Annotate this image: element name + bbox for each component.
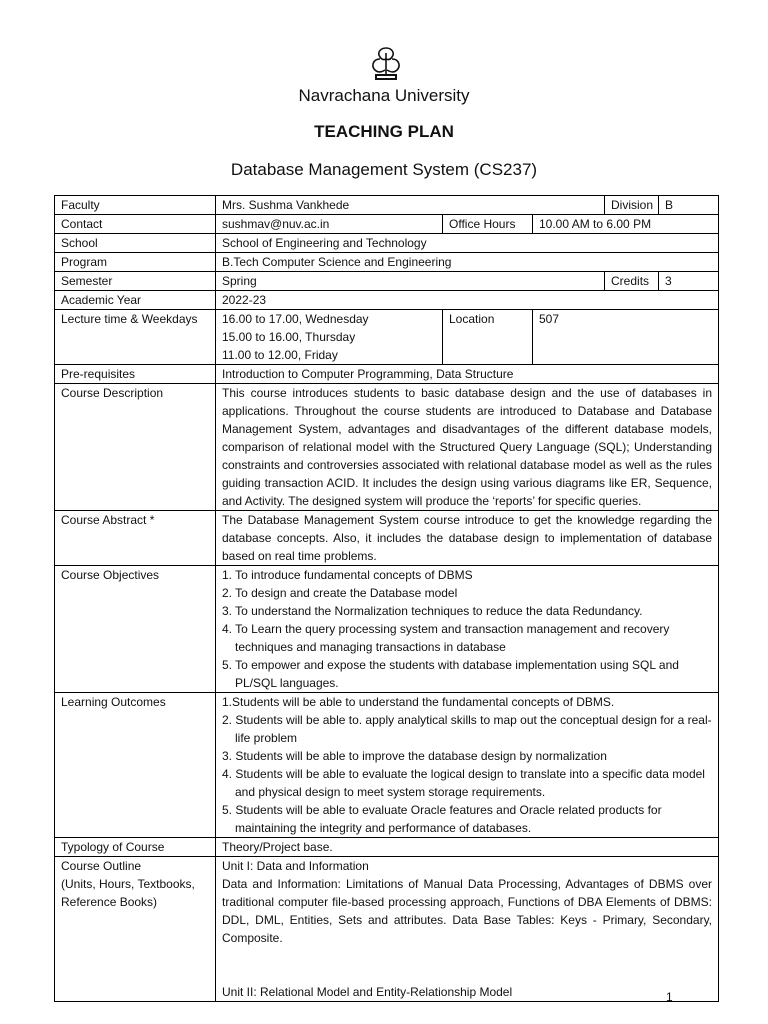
outcomes-label: Learning Outcomes: [55, 693, 216, 838]
row-program: [55, 253, 719, 272]
division-value: B: [659, 196, 719, 215]
description-value: This course introduces students to basic database design and the use of databases in applications. Throughout the course students are introduced to Database and Database Management System, advantages and disadvantages of the different database models, comparison of relational model with the Structured Query Language (SQL); Understanding constraints and controversies associated with relational database model as well as the rules guiding transaction ACID. It includes the design using various diagrams like ER, Sequence, and Activity. The designed system will produce the ‘reports’ for specific queries.: [216, 384, 719, 511]
typology-value: Theory/Project base.: [216, 838, 719, 857]
credits-value: 3: [659, 272, 719, 291]
teaching-plan-table: [54, 195, 719, 1002]
division-label: Division: [605, 196, 659, 215]
academic-year-value: 2022-23: [216, 291, 719, 310]
semester-label: Semester: [55, 272, 216, 291]
document-title: TEACHING PLAN: [314, 122, 454, 141]
location-label: Location: [443, 310, 533, 365]
abstract-label: Course Abstract *: [55, 511, 216, 566]
outline-label-line: Reference Books): [61, 895, 158, 909]
typology-label: Typology of Course: [55, 838, 216, 857]
row-semester: [55, 272, 719, 291]
outcome-item: 5. Students will be able to evaluate Oracle features and Oracle related products for maintaining the integrity and performance of databases.: [222, 803, 662, 835]
location-value: 507: [533, 310, 719, 365]
unit-2-title: Unit II: Relational Model and Entity-Relationship Model: [222, 985, 513, 999]
outcome-item: 3. Students will be able to improve the database design by normalization: [222, 749, 607, 763]
university-logo-icon: [368, 45, 404, 89]
faculty-label: Faculty: [55, 196, 216, 215]
objectives-label: Course Objectives: [55, 566, 216, 693]
outcome-item: 2. Students will be able to. apply analytical skills to map out the conceptual design for a real-life problem: [222, 713, 712, 745]
contact-label: Contact: [55, 215, 216, 234]
outcome-item: 4. Students will be able to evaluate the logical design to translate into a specific data model and physical design to meet system storage requirements.: [222, 767, 705, 799]
row-typology: [55, 838, 719, 857]
academic-year-label: Academic Year: [55, 291, 216, 310]
lecture-time: 11.00 to 12.00, Friday: [222, 348, 338, 362]
semester-value: Spring: [216, 272, 605, 291]
school-value: School of Engineering and Technology: [216, 234, 719, 253]
lecture-time: 16.00 to 17.00, Wednesday: [222, 312, 369, 326]
lecture-times: [216, 310, 443, 365]
row-abstract: [55, 511, 719, 566]
row-course-outline: [55, 857, 719, 1002]
row-faculty: [55, 196, 719, 215]
program-label: Program: [55, 253, 216, 272]
row-outcomes: [55, 693, 719, 838]
row-academic-year: [55, 291, 719, 310]
objective-item: 1. To introduce fundamental concepts of DBMS: [222, 568, 473, 582]
outcome-item: 1.Students will be able to understand the fundamental concepts of DBMS.: [222, 695, 615, 709]
unit-1-body: Data and Information: Limitations of Manual Data Processing, Advantages of DBMS over traditional computer file-based processing approach, Functions of DBA Elements of DBMS: DDL, DML, Entities, Sets and attributes. Data Base Tables: Keys - Primary, Secondary, Composite.: [222, 877, 713, 945]
row-contact: [55, 215, 719, 234]
prereq-label: Pre-requisites: [55, 365, 216, 384]
office-hours-value: 10.00 AM to 6.00 PM: [533, 215, 719, 234]
office-hours-label: Office Hours: [443, 215, 533, 234]
school-label: School: [55, 234, 216, 253]
abstract-value: The Database Management System course introduce to get the knowledge regarding the database concepts. Also, it includes the database design to implementation of database based on real time problems.: [216, 511, 719, 566]
description-label: Course Description: [55, 384, 216, 511]
course-title: Database Management System (CS237): [230, 160, 538, 179]
lecture-time: 15.00 to 16.00, Thursday: [222, 330, 356, 344]
objectives-list: [216, 566, 719, 693]
row-description: [55, 384, 719, 511]
unit-1-title: Unit I: Data and Information: [222, 859, 369, 873]
row-objectives: [55, 566, 719, 693]
lecture-label: Lecture time & Weekdays: [55, 310, 216, 365]
outline-label: [55, 857, 216, 1002]
outline-content: [216, 857, 719, 1002]
objective-item: 2. To design and create the Database model: [222, 586, 458, 600]
objective-item: 3. To understand the Normalization techniques to reduce the data Redundancy.: [222, 604, 643, 618]
credits-label: Credits: [605, 272, 659, 291]
contact-value: sushmav@nuv.ac.in: [216, 215, 443, 234]
outcomes-list: [216, 693, 719, 838]
row-lecture-times: [55, 310, 719, 365]
outline-label-line: (Units, Hours, Textbooks,: [61, 877, 195, 891]
objective-item: 4. To Learn the query processing system and transaction management and recovery techniques and managing transactions in database: [222, 622, 670, 654]
faculty-value: Mrs. Sushma Vankhede: [216, 196, 605, 215]
prereq-value: Introduction to Computer Programming, Data Structure: [216, 365, 719, 384]
outline-spacer: [222, 947, 712, 983]
page-number: 1: [666, 990, 673, 1004]
row-school: [55, 234, 719, 253]
objective-item: 5. To empower and expose the students with database implementation using SQL and PL/SQL languages.: [222, 658, 679, 690]
outline-label-line: Course Outline: [61, 859, 142, 873]
university-name: Navrachana University: [298, 86, 470, 105]
row-prerequisites: [55, 365, 719, 384]
program-value: B.Tech Computer Science and Engineering: [216, 253, 719, 272]
